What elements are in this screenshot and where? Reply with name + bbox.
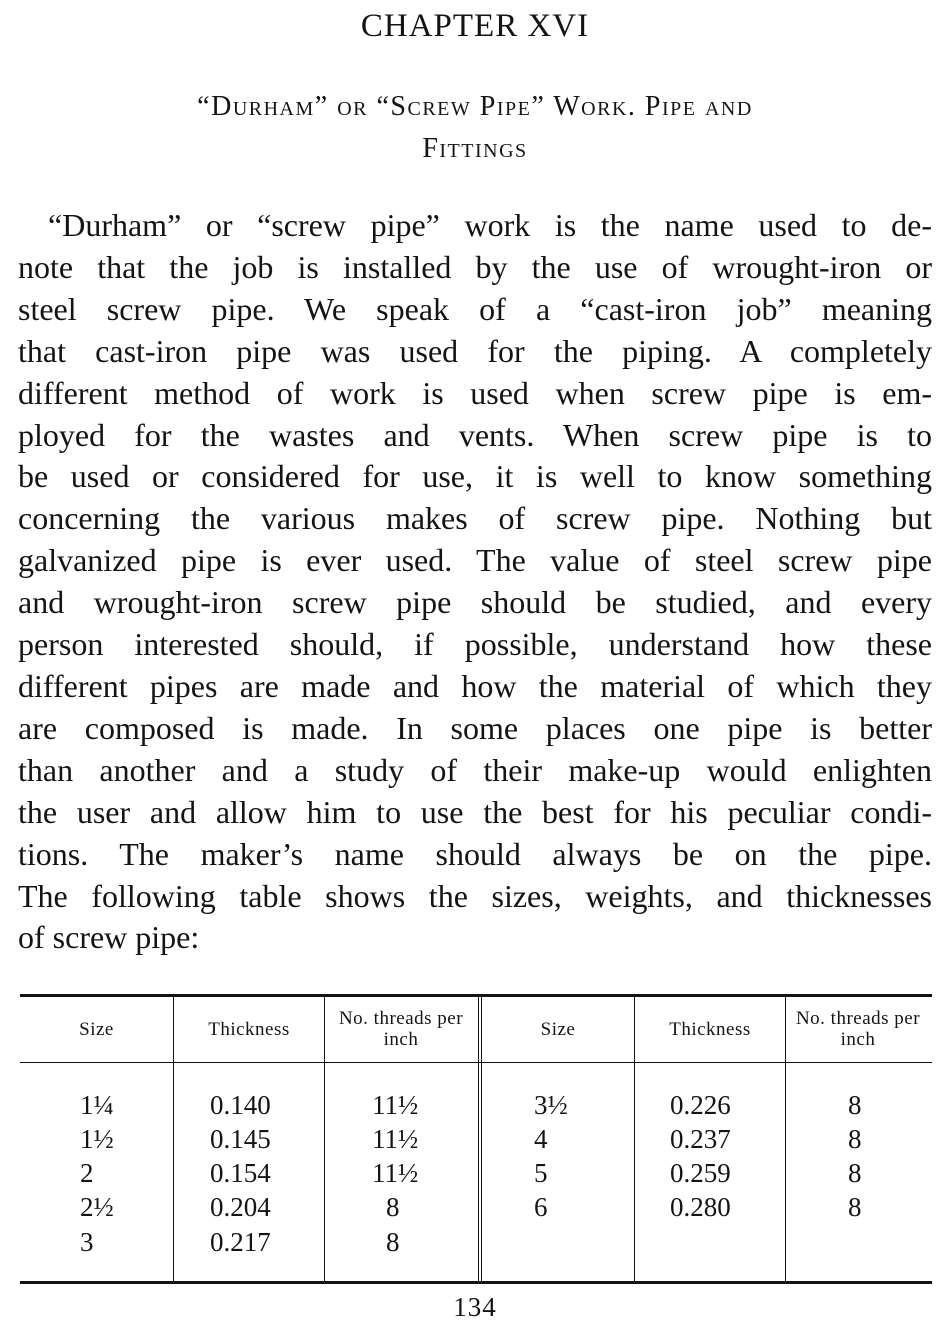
table-top-rule	[20, 994, 932, 997]
column-header-threads: No. threads per inch	[795, 1008, 921, 1050]
text-line: different pipes are made and how the material of which they	[18, 667, 932, 704]
column-header-size: Size	[540, 1018, 576, 1040]
text-line: different method of work is used when screw pipe is em-	[18, 374, 932, 411]
chapter-heading: CHAPTER XVI	[360, 8, 590, 44]
text-line: person interested should, if possible, understand how these	[18, 626, 932, 663]
cell-size: 6	[534, 1192, 548, 1222]
text-line: of screw pipe:	[18, 919, 200, 956]
cell-thickness: 0.226	[670, 1090, 731, 1120]
cell-thickness: 0.259	[670, 1158, 731, 1188]
cell-size: 4	[534, 1124, 548, 1154]
cell-thickness: 0.237	[670, 1124, 731, 1154]
cell-size: 1¼	[80, 1090, 114, 1120]
cell-thickness: 0.204	[210, 1192, 271, 1222]
column-divider	[785, 997, 786, 1281]
table-header-rule	[20, 1062, 932, 1063]
text-line: are composed is made. In some places one pipe is better	[18, 709, 932, 746]
text-line: steel screw pipe. We speak of a “cast-iron job” meaning	[18, 290, 932, 327]
text-line: “Durham” or “screw pipe” work is the name used to de-	[48, 207, 932, 243]
text-line: tions. The maker’s name should always be on the pipe.	[18, 835, 932, 872]
text-line: concerning the various makes of screw pipe. Nothing but	[18, 500, 932, 537]
cell-thickness: 0.145	[210, 1124, 271, 1154]
text-line: galvanized pipe is ever used. The value of steel screw pipe	[18, 542, 932, 579]
cell-threads: 8	[848, 1192, 862, 1222]
column-divider	[324, 997, 325, 1281]
body-paragraph	[18, 205, 932, 959]
text-line: the user and allow him to use the best for his peculiar condi-	[18, 793, 932, 830]
cell-threads: 8	[848, 1158, 862, 1188]
page-number: 134	[453, 1292, 497, 1322]
cell-threads: 8	[386, 1192, 400, 1222]
column-header-size: Size	[79, 1018, 114, 1040]
text-line: ployed for the wastes and vents. When screw pipe is to	[18, 416, 932, 453]
text-line: than another and a study of their make-up would enlighten	[18, 751, 932, 788]
text-line: The following table shows the sizes, weights, and thicknesses	[18, 877, 932, 914]
cell-thickness: 0.217	[210, 1227, 271, 1257]
cell-size: 2½	[80, 1192, 114, 1222]
column-header-threads: No. threads per inch	[338, 1008, 464, 1050]
cell-thickness: 0.280	[670, 1192, 731, 1222]
cell-size: 1½	[80, 1124, 114, 1154]
cell-size: 5	[534, 1158, 548, 1188]
cell-thickness: 0.154	[210, 1158, 271, 1188]
cell-size: 3½	[534, 1090, 568, 1120]
text-line: and wrought-iron screw pipe should be studied, and every	[18, 584, 932, 621]
table-bottom-rule	[20, 1281, 932, 1284]
text-line: note that the job is installed by the use of wrought-iron or	[18, 248, 932, 285]
cell-threads: 8	[386, 1227, 400, 1257]
section-title	[60, 86, 890, 170]
cell-thickness: 0.140	[210, 1090, 271, 1120]
section-title-line: Fittings	[422, 133, 528, 164]
cell-threads: 11½	[372, 1090, 419, 1120]
cell-size: 2	[80, 1158, 94, 1188]
cell-threads: 11½	[372, 1158, 419, 1188]
section-title-line: “Durham” or “Screw Pipe” Work. Pipe and	[197, 91, 753, 122]
cell-size: 3	[80, 1227, 94, 1257]
cell-threads: 11½	[372, 1124, 419, 1154]
cell-threads: 8	[848, 1090, 862, 1120]
cell-threads: 8	[848, 1124, 862, 1154]
column-header-thickness: Thickness	[669, 1018, 751, 1040]
text-line: that cast-iron pipe was used for the piping. A completely	[18, 332, 932, 369]
column-header-thickness: Thickness	[208, 1018, 290, 1040]
text-line: be used or considered for use, it is well to know something	[18, 458, 932, 495]
